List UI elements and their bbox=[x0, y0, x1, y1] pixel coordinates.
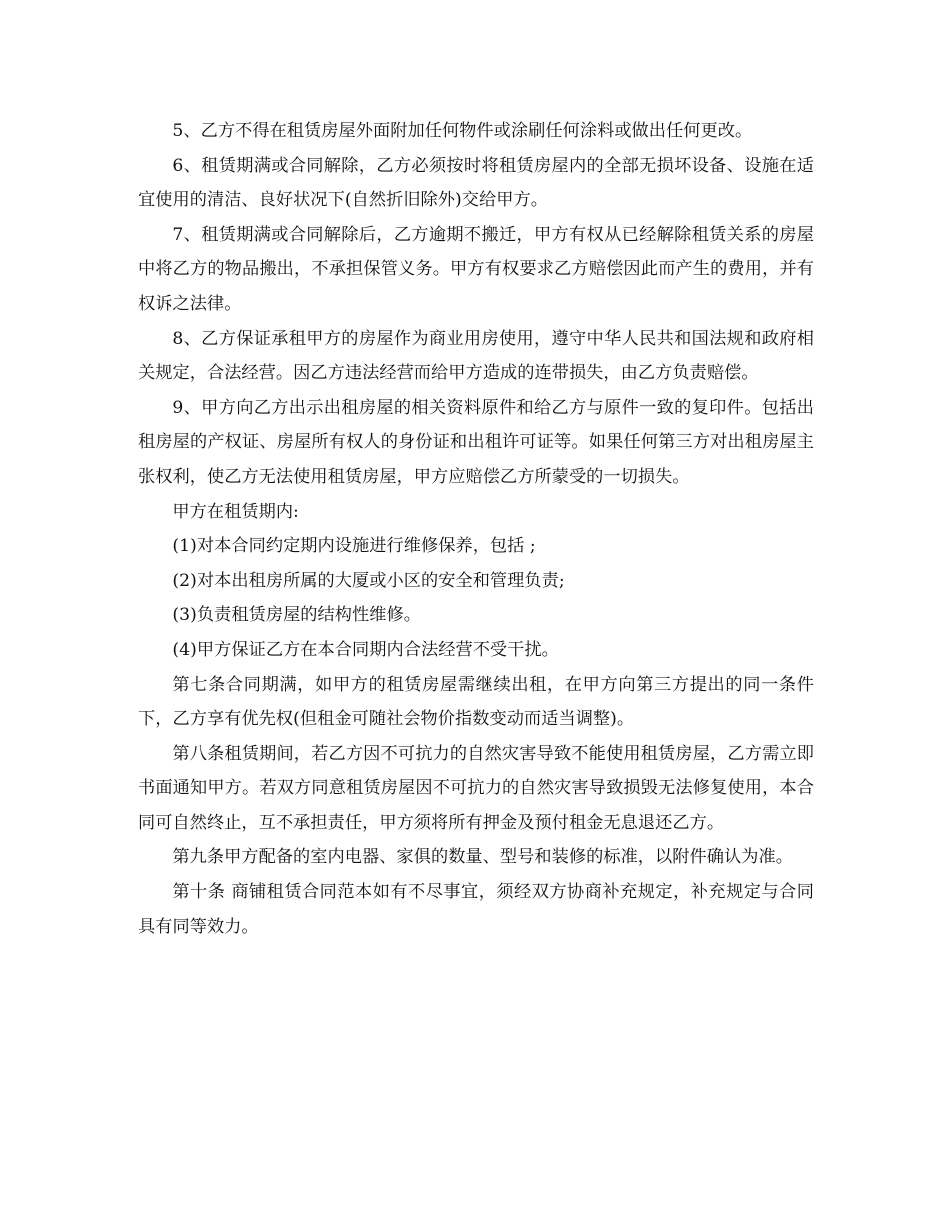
landlord-duty-2: (2)对本出租房所属的大厦或小区的安全和管理负责; bbox=[172, 570, 565, 591]
clause-9: 9、甲方向乙方出示出租房屋的相关资料原件和给乙方与原件一致的复印件。包括出租房屋的产权证、房屋所有权人的身份证和出租许可证等。如果任何第三方对出租房屋主张权利，使乙方无法使用租赁房屋，甲方应赔偿乙方所蒙受的一切损失。 bbox=[138, 397, 814, 487]
landlord-duty-3: (3)负责租赁房屋的结构性维修。 bbox=[172, 605, 421, 626]
landlord-duty-4: (4)甲方保证乙方在本合同期内合法经营不受干扰。 bbox=[172, 639, 559, 660]
clause-7: 7、租赁期满或合同解除后，乙方逾期不搬迁，甲方有权从已经解除租赁关系的房屋中将乙方的物品搬出，不承担保管义务。甲方有权要求乙方赔偿因此而产生的费用，并有权诉之法律。 bbox=[138, 224, 814, 314]
article-8: 第八条租赁期间，若乙方因不可抗力的自然灾害导致不能使用租赁房屋，乙方需立即书面通知甲方。若双方同意租赁房屋因不可抗力的自然灾害导致损毁无法修复使用，本合同可自然终止，互不承担责任，甲方须将所有押金及预付租金无息退还乙方。 bbox=[138, 743, 814, 833]
article-7: 第七条合同期满，如甲方的租赁房屋需继续出租，在甲方向第三方提出的同一条件下，乙方享有优先权(但租金可随社会物价指数变动而适当调整)。 bbox=[138, 674, 814, 730]
document-body bbox=[138, 114, 814, 944]
article-9: 第九条甲方配备的室内电器、家俱的数量、型号和装修的标准，以附件确认为准。 bbox=[172, 847, 793, 868]
landlord-duty-1: (1)对本合同约定期内设施进行维修保养，包括 ; bbox=[172, 536, 536, 557]
clause-6: 6、租赁期满或合同解除，乙方必须按时将租赁房屋内的全部无损坏设备、设施在适宜使用的清洁、良好状况下(自然折旧除外)交给甲方。 bbox=[138, 155, 814, 211]
clause-5: 5、乙方不得在租赁房屋外面附加任何物件或涂刷任何涂料或做出任何更改。 bbox=[172, 121, 753, 141]
clause-8: 8、乙方保证承租甲方的房屋作为商业用房使用，遵守中华人民共和国法规和政府相关规定，合法经营。因乙方违法经营而给甲方造成的连带损失，由乙方负责赔偿。 bbox=[138, 328, 814, 384]
article-10: 第十条 商铺租赁合同范本如有不尽事宜，须经双方协商补充规定，补充规定与合同具有同等效力。 bbox=[138, 882, 814, 937]
landlord-duties-heading: 甲方在租赁期内: bbox=[172, 501, 299, 522]
